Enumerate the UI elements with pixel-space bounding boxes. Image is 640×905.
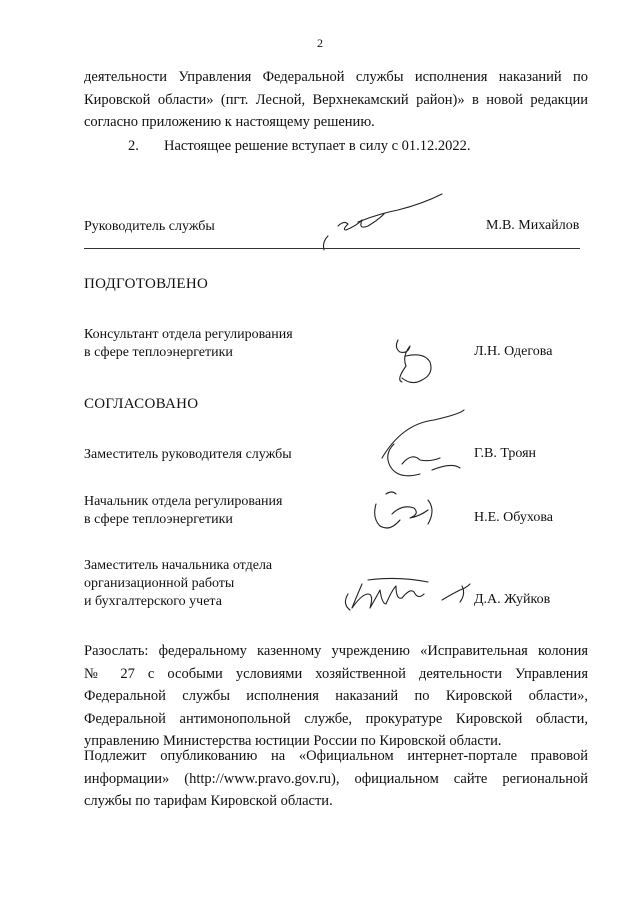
- distribution-line: Федеральной службы исполнения наказаний по Кировской области»,: [84, 688, 588, 704]
- intro-line: Кировской области» (пгт. Лесной, Верхнекамский район)» в новой редакции: [84, 91, 588, 108]
- publication-line: Подлежит опубликованию на «Официальном интернет-портале правовой: [84, 748, 588, 764]
- clause-2: [128, 138, 471, 155]
- title-line: Консультант отдела регулирования: [84, 327, 293, 342]
- prepared-signature: [382, 330, 442, 390]
- page-number: 2: [317, 36, 323, 50]
- signer-signature: [366, 486, 458, 536]
- distribution-line: № 27 с особыми условиями хозяйственной деятельности Управления: [84, 665, 588, 682]
- title-line: в сфере теплоэнергетики: [84, 345, 233, 360]
- title-line: Начальник отдела регулирования: [84, 494, 283, 509]
- signer-name: Н.Е. Обухова: [474, 510, 553, 525]
- intro-line: согласно приложению к настоящему решению.: [84, 114, 375, 130]
- publication-paragraph: [84, 745, 588, 813]
- head-name: М.В. Михайлов: [486, 218, 580, 233]
- publication-line: службы по тарифам Кировской области.: [84, 793, 333, 809]
- signer-title: [84, 557, 272, 611]
- signer-name: Г.В. Троян: [474, 446, 537, 461]
- signer-signature: [372, 408, 468, 488]
- prepared-name: Л.Н. Одегова: [474, 344, 553, 359]
- intro-paragraph: [84, 66, 588, 134]
- signer-title: [84, 446, 292, 464]
- signature-rule: [84, 248, 580, 249]
- signer-name: Д.А. Жуйков: [474, 592, 551, 607]
- distribution-paragraph: [84, 640, 588, 753]
- title-line: и бухгалтерского учета: [84, 594, 222, 609]
- title-line: организационной работы: [84, 576, 235, 591]
- agreed-heading: СОГЛАСОВАНО: [84, 396, 199, 412]
- title-line: Заместитель начальника отдела: [84, 558, 273, 573]
- clause-text: Настоящее решение вступает в силу с 01.12.2022.: [164, 138, 471, 154]
- signer-title: [84, 493, 282, 529]
- distribution-line: Федеральной антимонопольной службе, прокуратуре Кировской области,: [84, 710, 588, 727]
- distribution-line: управлению Министерства юстиции России по Кировской области.: [84, 733, 502, 749]
- title-line: Заместитель руководителя службы: [84, 447, 292, 462]
- prepared-heading: ПОДГОТОВЛЕНО: [84, 276, 209, 292]
- intro-line: деятельности Управления Федеральной службы исполнения наказаний по: [84, 69, 588, 85]
- title-line: в сфере теплоэнергетики: [84, 512, 233, 527]
- clause-number: 2.: [128, 138, 139, 154]
- distribution-line: Разослать: федеральному казенному учреждению «Исправительная колония: [84, 643, 588, 659]
- prepared-title: [84, 326, 293, 362]
- signer-signature: [338, 574, 478, 618]
- publication-line: информации» (http://www.pravo.gov.ru), официальном сайте региональной: [84, 770, 588, 787]
- head-signature: [318, 192, 448, 256]
- head-title: Руководитель службы: [84, 219, 215, 234]
